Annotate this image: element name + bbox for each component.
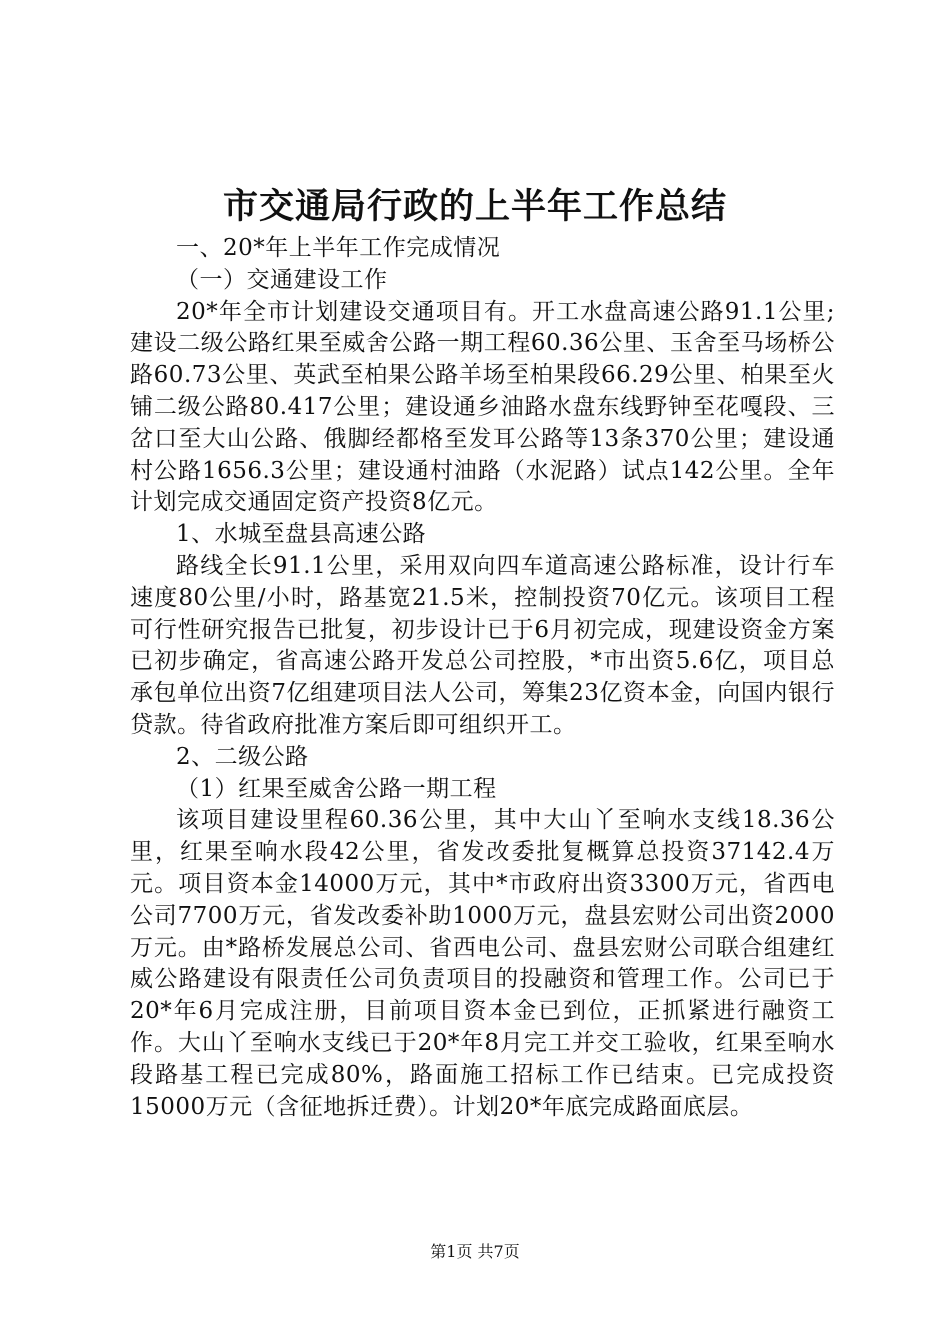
paragraph-plan-overview: 20*年全市计划建设交通项目有。开工水盘高速公路91.1公里;建设二级公路红果至威舍公路一期工程60.36公里、玉舍至马场桥公路60.73公里、英武至柏果公路羊场至柏果段66.29公里、柏果至火铺二级公路80.417公里；建设通乡油路水盘东线野钟至花嘎段、三岔口至大山公路、俄脚经都格至发耳公路等13条370公里；建设通村公路1656.3公里；建设通村油路（水泥路）试点142公里。全年计划完成交通固定资产投资8亿元。 [130,298,835,516]
item-heading-secondary-road: 2、二级公路 [176,743,309,770]
document-title: 市交通局行政的上半年工作总结 [222,186,727,227]
paragraph-honggou-weishe-details: 该项目建设里程60.36公里，其中大山丫至响水支线18.36公里，红果至响水段42公里，省发改委批复概算总投资37142.4万元。项目资本金14000万元，其中*市政府出资3300万元，省西电公司7700万元，省发改委补助1000万元，盘县宏财公司出资2000万元。由*路桥发展总公司、省西电公司、盘县宏财公司联合组建红威公路建设有限责任公司负责项目的投融资和管理工作。公司已于20*年6月完成注册，目前项目资本金已到位，正抓紧进行融资工作。大山丫至响水支线已于20*年8月完工并交工验收，红果至响水段路基工程已完成80%，路面施工招标工作已结束。已完成投资15000万元（含征地拆迁费）。计划20*年底完成路面底层。 [130,807,835,1120]
subitem-heading-honggou-weishe: （1）红果至威舍公路一期工程 [176,775,497,802]
item-heading-expressway: 1、水城至盘县高速公路 [176,521,427,548]
subsection-heading-traffic-construction: （一）交通建设工作 [176,266,388,293]
document-body [130,233,835,1123]
paragraph-expressway-details: 路线全长91.1公里，采用双向四车道高速公路标准，设计行车速度80公里/小时，路基宽21.5米，控制投资70亿元。该项目工程可行性研究报告已批复，初步设计已于6月初完成，现建设资金方案已初步确定，省高速公路开发总公司控股，*市出资5.6亿，项目总承包单位出资7亿组建项目法人公司，筹集23亿资本金，向国内银行贷款。待省政府批准方案后即可组织开工。 [130,552,835,738]
page-footer: 第1页 共7页 [430,1242,520,1261]
section-heading-1: 一、20*年上半年工作完成情况 [176,235,501,261]
